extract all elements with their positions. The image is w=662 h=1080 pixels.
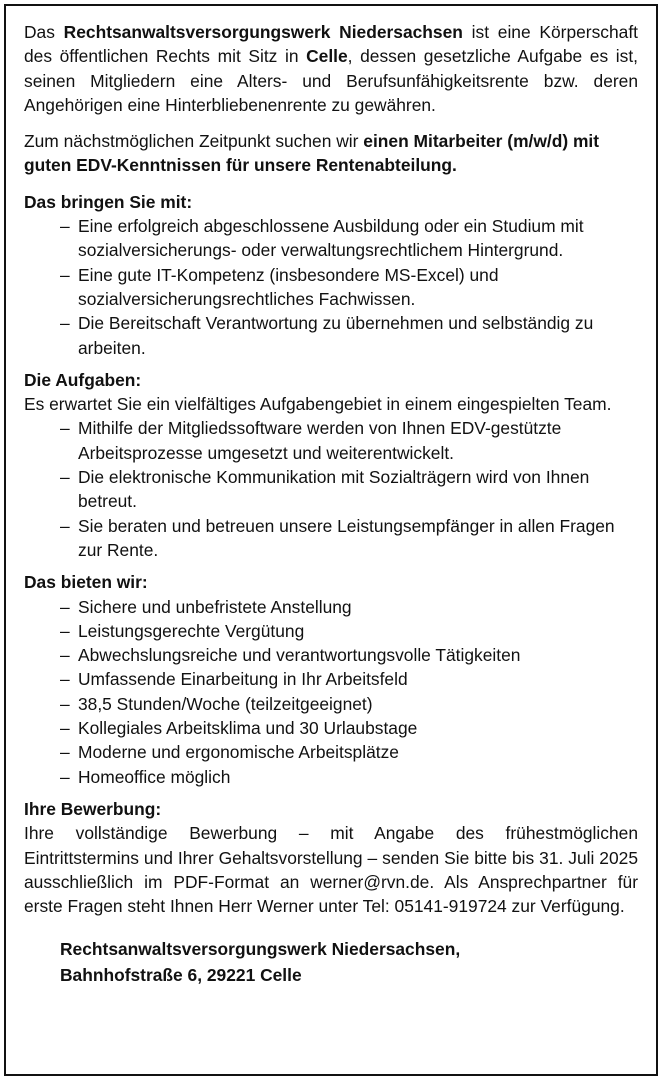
list-item: – Die elektronische Kommunikation mit Sozialträgern wird von Ihnen betreut. <box>24 465 638 514</box>
tasks-list <box>24 416 638 562</box>
intro-text: ist eine Körperschaft des öffentlichen Rechts mit Sitz in <box>24 22 638 67</box>
requirements-list <box>24 214 638 360</box>
footer-address <box>24 936 638 988</box>
requirements-heading: Das bringen Sie mit: <box>24 191 193 212</box>
list-item: – Abwechslungsreiche und verantwortungsvolle Tätigkeiten <box>24 643 638 667</box>
application-heading: Ihre Bewerbung: <box>24 798 162 819</box>
list-item: – Mithilfe der Mitgliedssoftware werden von Ihnen EDV-gestützte Arbeitsprozesse umgesetzt und weiterentwickelt. <box>24 416 638 465</box>
position-title: einen Mitarbeiter (m/w/d) mit guten EDV-Kenntnissen für unsere Rentenabteilung. <box>24 131 600 176</box>
city-name: Celle <box>306 46 348 67</box>
list-item: – Leistungsgerechte Vergütung <box>24 619 638 643</box>
list-item: – Eine gute IT-Kompetenz (insbesondere MS-Excel) und sozialversicherungsrechtliches Fachwissen. <box>24 263 638 312</box>
list-item: – Sie beraten und betreuen unsere Leistungsempfänger in allen Fragen zur Rente. <box>24 514 638 563</box>
footer-organization: Rechtsanwaltsversorgungswerk Niedersachsen, <box>60 939 461 960</box>
offer-heading: Das bieten wir: <box>24 572 148 593</box>
job-advertisement <box>24 20 638 988</box>
position-paragraph <box>24 129 638 178</box>
list-item: – Umfassende Einarbeitung in Ihr Arbeitsfeld <box>24 667 638 691</box>
list-item: – Homeoffice möglich <box>24 765 638 789</box>
list-item: – Sichere und unbefristete Anstellung <box>24 595 638 619</box>
list-item: – 38,5 Stunden/Woche (teilzeitgeeignet) <box>24 692 638 716</box>
footer-street: Bahnhofstraße 6, 29221 Celle <box>60 965 302 986</box>
intro-paragraph <box>24 20 638 117</box>
intro-text: Das <box>24 22 64 42</box>
organization-name: Rechtsanwaltsversorgungswerk Niedersachsen <box>63 22 463 42</box>
tasks-heading: Die Aufgaben: <box>24 369 142 390</box>
application-text: Ihre vollständige Bewerbung – mit Angabe des frühestmöglichen Eintrittstermins und Ihrer Gehaltsvorstellung – senden Sie bitte bis 31. Juli 2025 ausschließlich im PDF-Format an werner@rvn.de. Als Ansprechpartner für erste Fragen steht Ihnen Herr Werner unter Tel: 05141-919724 zur Verfügung. <box>24 823 638 917</box>
intro-text: , dessen gesetzliche Aufgabe es ist, seinen Mitgliedern eine Alters- und Berufsunfähigkeitsrente bzw. deren Angehörigen eine Hinterbliebenenrente zu gewähren. <box>24 46 638 115</box>
list-item: – Die Bereitschaft Verantwortung zu übernehmen und selbständig zu arbeiten. <box>24 311 638 360</box>
list-item: – Kollegiales Arbeitsklima und 30 Urlaubstage <box>24 716 638 740</box>
offer-list <box>24 595 638 789</box>
tasks-intro: Es erwartet Sie ein vielfältiges Aufgabengebiet in einem eingespielten Team. <box>24 394 612 415</box>
position-intro: Zum nächstmöglichen Zeitpunkt suchen wir <box>24 131 364 152</box>
list-item: – Eine erfolgreich abgeschlossene Ausbildung oder ein Studium mit sozialversicherungs- oder verwaltungsrechtlichem Hintergrund. <box>24 214 638 263</box>
list-item: – Moderne und ergonomische Arbeitsplätze <box>24 740 638 764</box>
